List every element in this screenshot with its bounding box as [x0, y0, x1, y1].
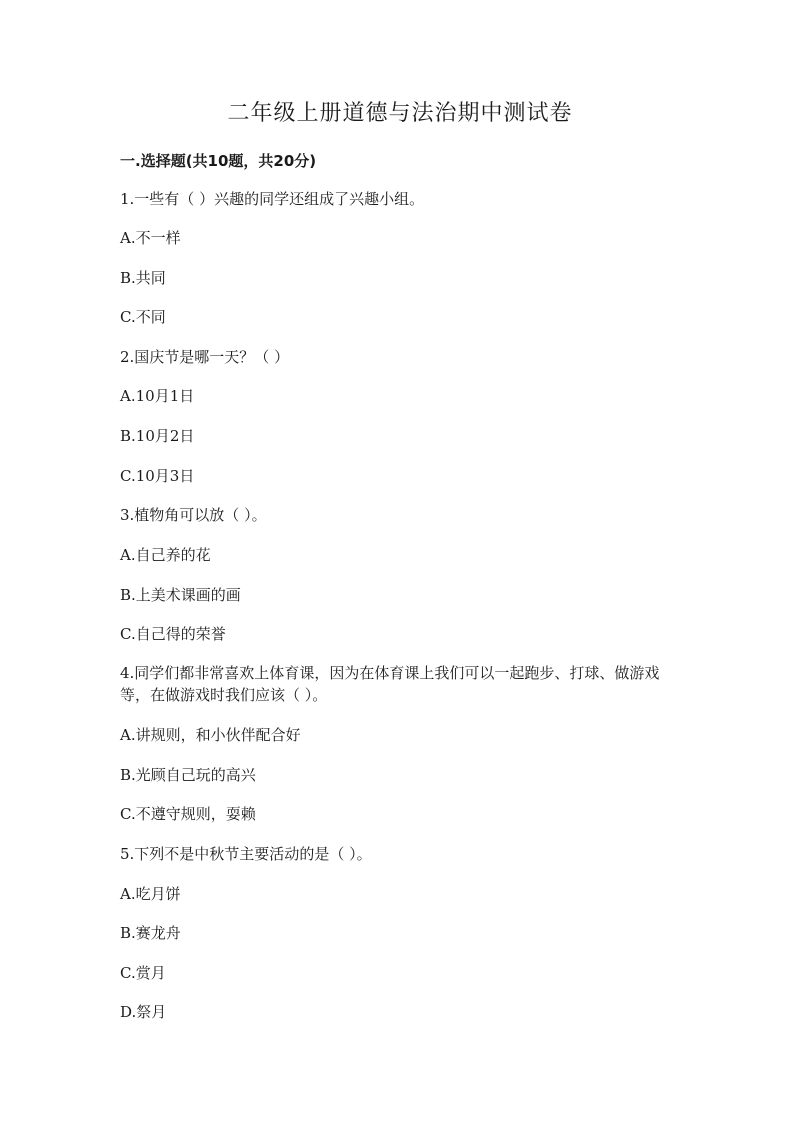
answer-option: B.赛龙舟 [120, 924, 181, 942]
answer-option: C.不遵守规则，耍赖 [120, 805, 256, 823]
answer-option: A.不一样 [120, 229, 181, 247]
answer-option: B.10月2日 [120, 427, 195, 445]
question-stem: 4.同学们都非常喜欢上体育课，因为在体育课上我们可以一起跑步、打球、做游戏等，在做游戏时我们应该（ ）。 [120, 664, 660, 704]
section-heading: 一.选择题(共10题，共20分) [120, 152, 317, 170]
answer-option: B.光顾自己玩的高兴 [120, 766, 256, 784]
answer-option: C.不同 [120, 308, 166, 326]
answer-option: D.祭月 [120, 1003, 167, 1021]
answer-option: C.10月3日 [120, 467, 195, 485]
question-stem: 2.国庆节是哪一天？（ ） [120, 348, 290, 366]
page-title: 二年级上册道德与法治期中测试卷 [227, 101, 573, 126]
question-stem: 3.植物角可以放（ ）。 [120, 506, 267, 524]
question-stem: 1.一些有（ ）兴趣的同学还组成了兴趣小组。 [120, 190, 425, 208]
answer-option: B.共同 [120, 269, 166, 287]
answer-option: C.赏月 [120, 964, 166, 982]
answer-option: A.吃月饼 [120, 885, 181, 903]
answer-option: A.讲规则，和小伙伴配合好 [120, 726, 301, 744]
answer-option: A.自己养的花 [120, 546, 211, 564]
question-stem: 5.下列不是中秋节主要活动的是（ ）。 [120, 845, 372, 863]
answer-option: A.10月1日 [120, 387, 195, 405]
answer-option: C.自己得的荣誉 [120, 625, 226, 643]
answer-option: B.上美术课画的画 [120, 586, 241, 604]
